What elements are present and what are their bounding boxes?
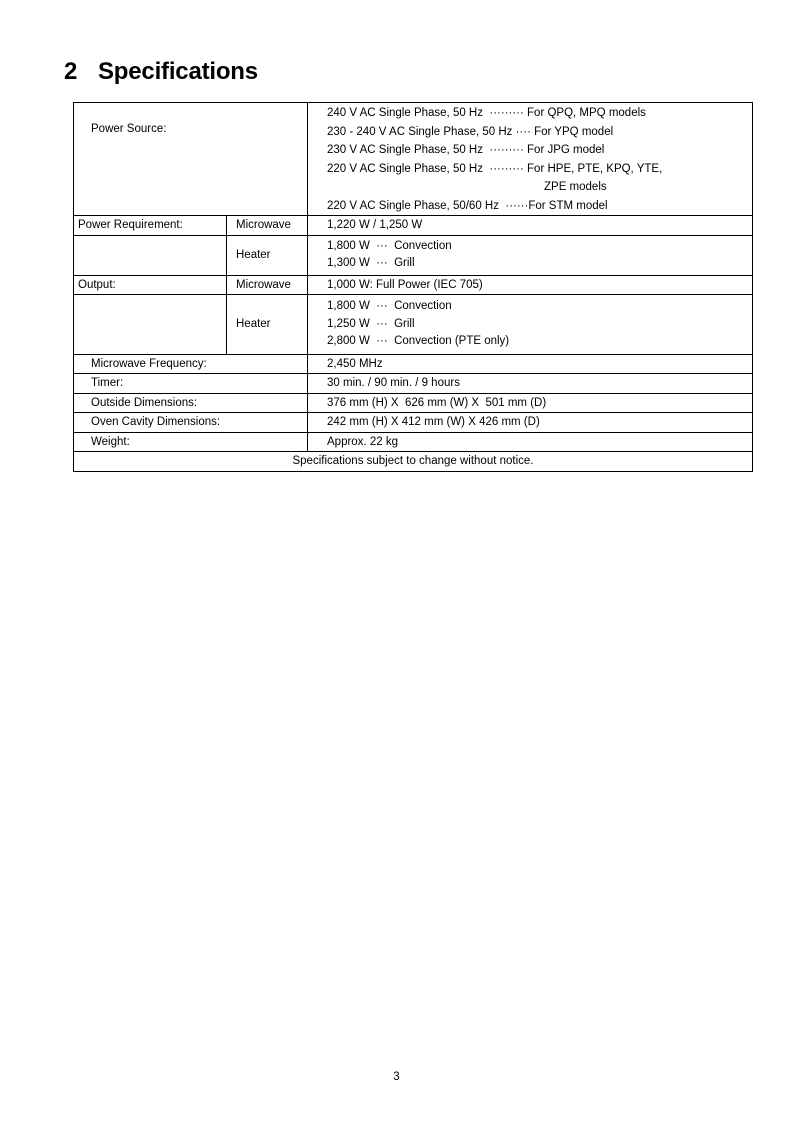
power-requirement-heater-row (74, 235, 753, 275)
timer-row (74, 374, 753, 394)
power-requirement-microwave-label: Microwave (227, 216, 308, 236)
power-source-line: ZPE models (544, 181, 607, 193)
power-source-label: Power Source: (74, 103, 308, 216)
outside-dimensions-label: Outside Dimensions: (74, 393, 308, 413)
power-requirement-label: Power Requirement: (74, 216, 227, 236)
oven-cavity-dimensions-row (74, 413, 753, 433)
specifications-table (73, 102, 753, 472)
power-source-line: 240 V AC Single Phase, 50 Hz ········· For QPQ, MPQ models (327, 107, 646, 119)
oven-cavity-dimensions-label: Oven Cavity Dimensions: (74, 413, 308, 433)
output-microwave-value: 1,000 W: Full Power (IEC 705) (308, 275, 753, 295)
timer-value: 30 min. / 90 min. / 9 hours (308, 374, 753, 394)
output-heater-label: Heater (227, 295, 308, 355)
section-heading (64, 56, 258, 88)
microwave-frequency-label: Microwave Frequency: (74, 354, 308, 374)
power-requirement-microwave-value: 1,220 W / 1,250 W (308, 216, 753, 236)
power-source-values (308, 103, 753, 216)
output-heater-row (74, 295, 753, 355)
microwave-frequency-row (74, 354, 753, 374)
heater-line: 1,800 W ··· Convection (327, 239, 452, 252)
microwave-frequency-value: 2,450 MHz (308, 354, 753, 374)
note-row (74, 452, 753, 472)
power-source-line: 230 V AC Single Phase, 50 Hz ········· For JPG model (327, 144, 605, 156)
outside-dimensions-row (74, 393, 753, 413)
weight-row (74, 432, 753, 452)
empty-cell (74, 295, 227, 355)
power-requirement-microwave-row (74, 216, 753, 236)
output-heater-values (308, 295, 753, 355)
specifications-note: Specifications subject to change without notice. (74, 452, 753, 472)
power-source-line: 220 V AC Single Phase, 50 Hz ········· For HPE, PTE, KPQ, YTE, (327, 162, 663, 175)
weight-value: Approx. 22 kg (308, 432, 753, 452)
output-microwave-row (74, 275, 753, 295)
heater-line: 1,300 W ··· Grill (327, 257, 415, 269)
output-microwave-label: Microwave (227, 275, 308, 295)
timer-label: Timer: (74, 374, 308, 394)
section-title: Specifications (98, 58, 258, 85)
output-label: Output: (74, 275, 227, 295)
page-number: 3 (393, 1071, 400, 1083)
heater-line: 1,250 W ··· Grill (327, 317, 415, 330)
power-requirement-heater-label: Heater (227, 235, 308, 275)
power-source-row (74, 103, 753, 216)
weight-label: Weight: (74, 432, 308, 452)
power-source-line: 230 - 240 V AC Single Phase, 50 Hz ···· For YPQ model (327, 125, 614, 138)
heater-line: 2,800 W ··· Convection (PTE only) (327, 335, 510, 347)
outside-dimensions-value: 376 mm (H) X 626 mm (W) X 501 mm (D) (308, 393, 753, 413)
empty-cell (74, 235, 227, 275)
heater-line: 1,800 W ··· Convection (327, 300, 452, 312)
oven-cavity-dimensions-value: 242 mm (H) X 412 mm (W) X 426 mm (D) (308, 413, 753, 433)
section-number: 2 (64, 58, 78, 85)
power-requirement-heater-values (308, 235, 753, 275)
power-source-line: 220 V AC Single Phase, 50/60 Hz ······For STM model (327, 199, 608, 212)
